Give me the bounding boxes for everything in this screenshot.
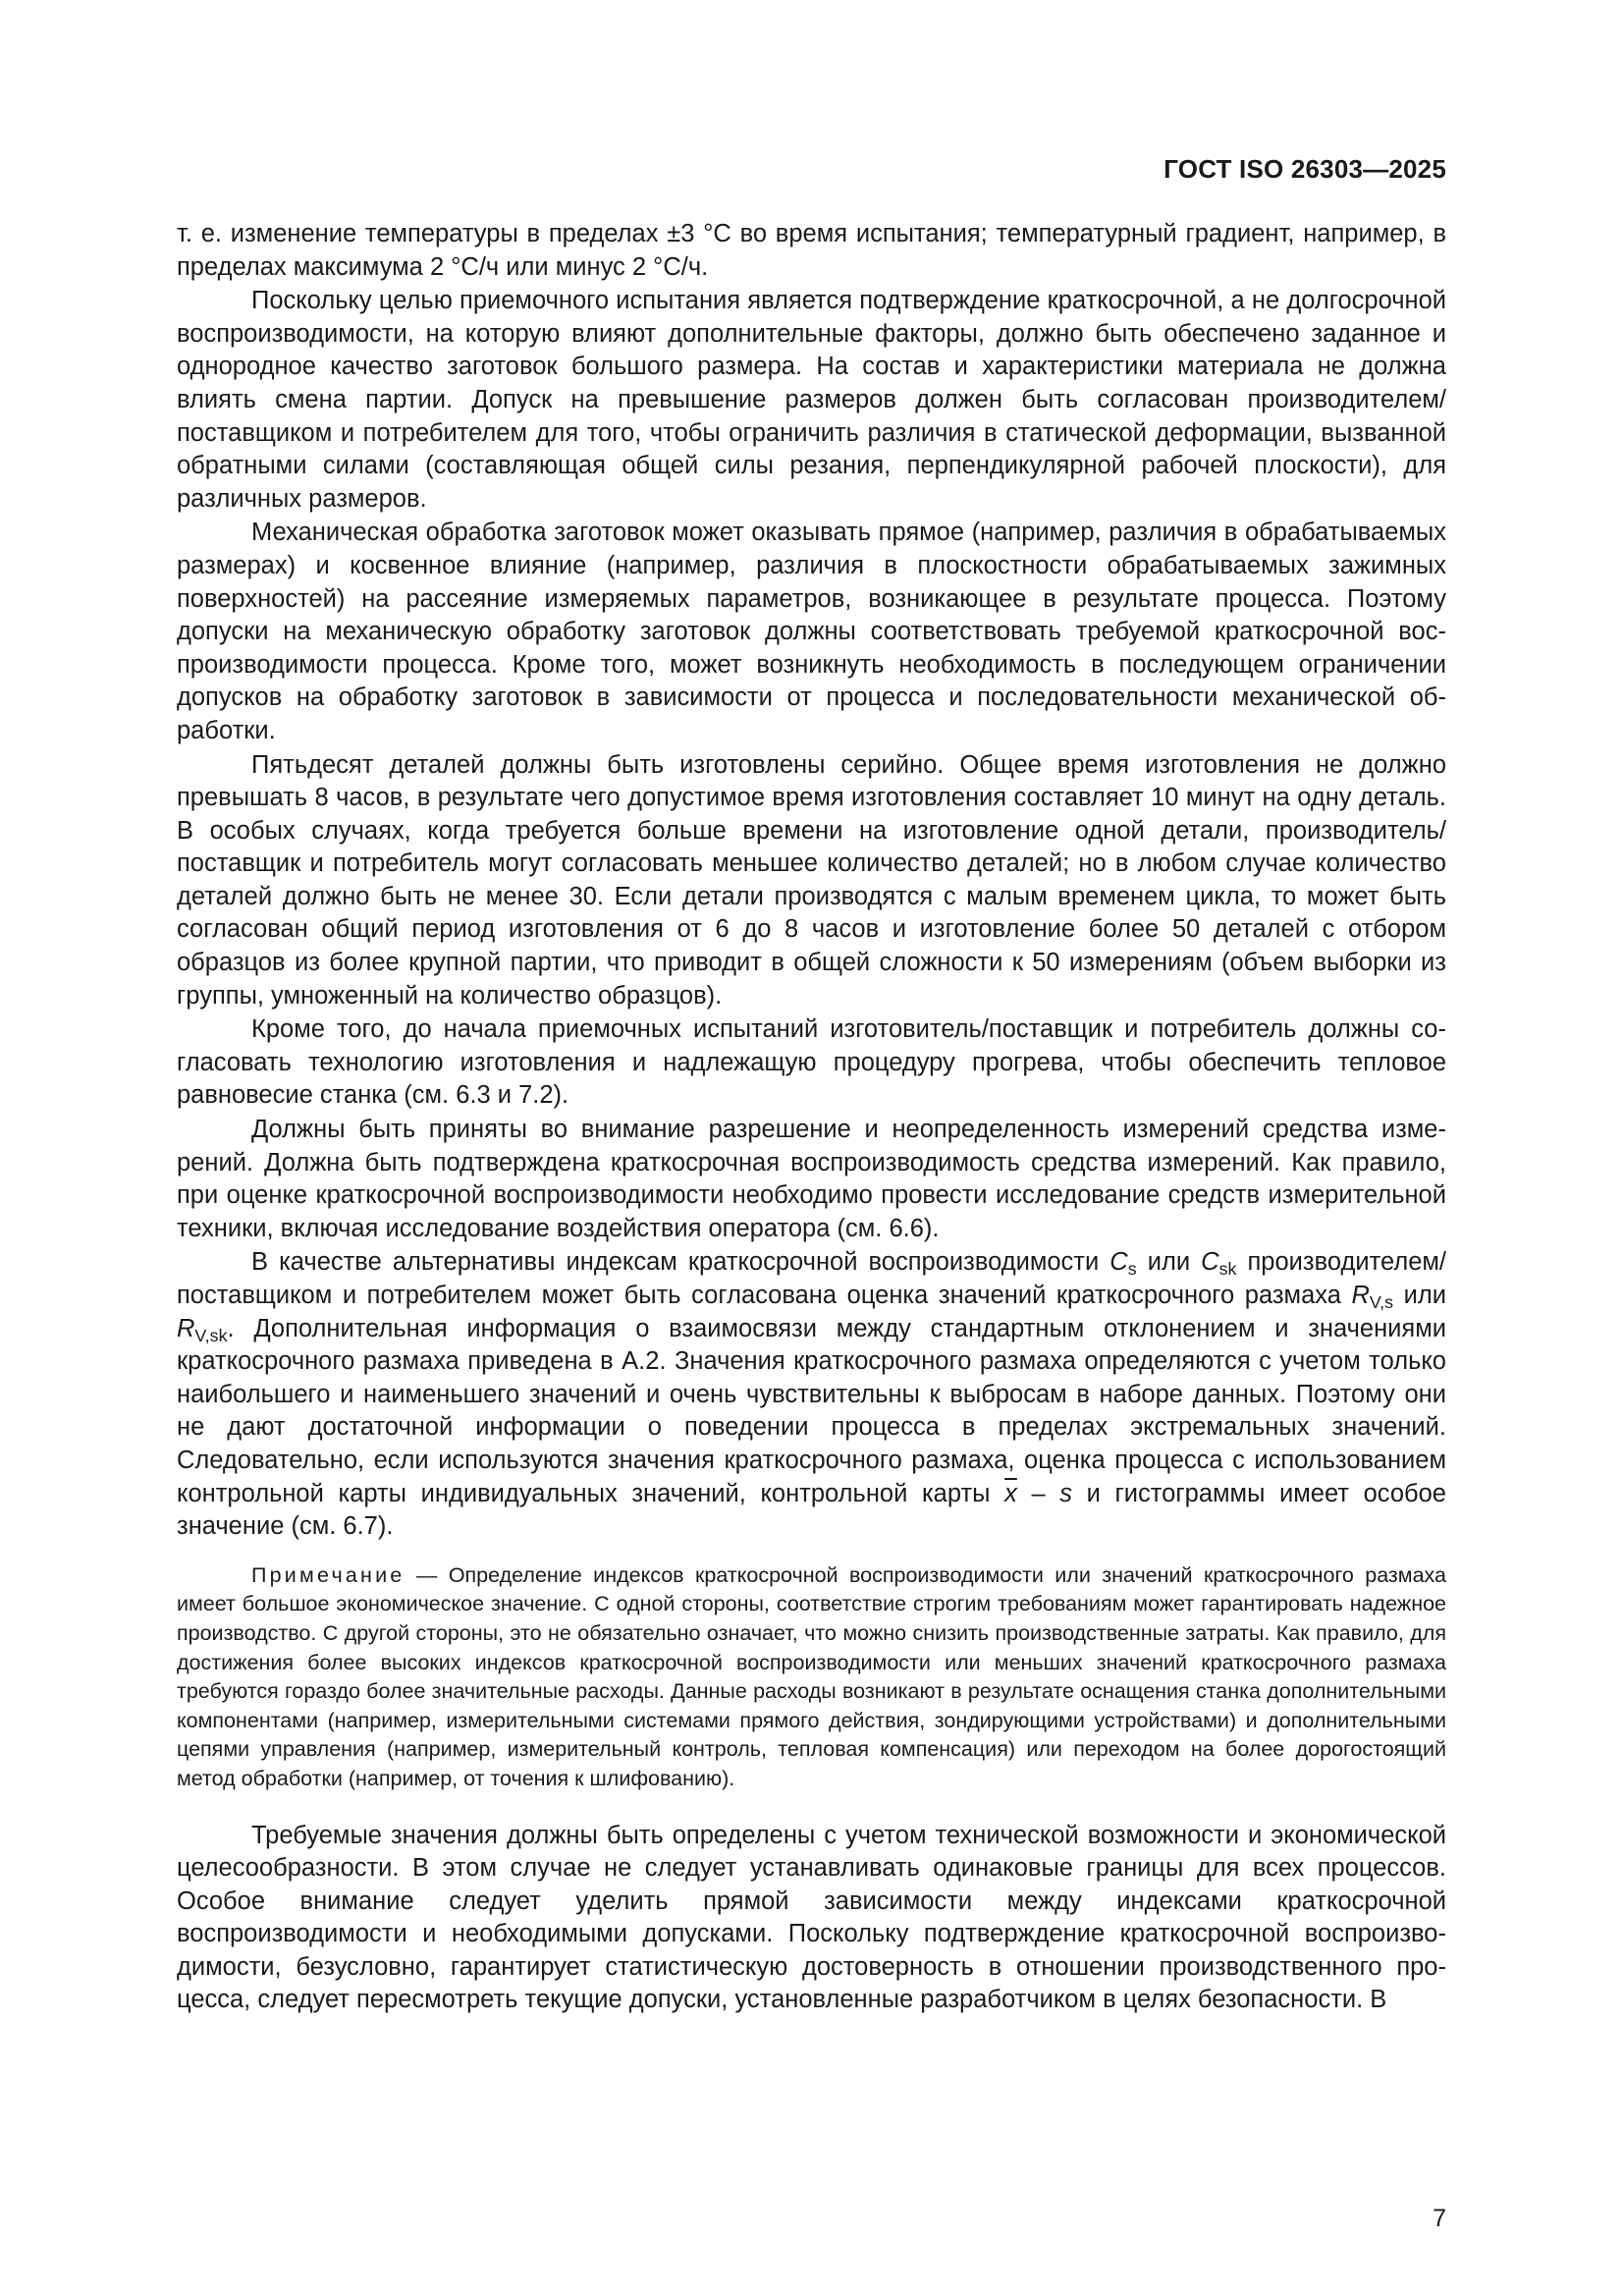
- paragraph-4: Пятьдесят деталей должны быть изготовлены серийно. Общее время изготовления не должно превышать 8 часов, в результате чего допустимое время изготовления составляет 10 минут на одну деталь. В особых случаях, когда требуется больше времени на изготовление одной детали, производитель/поставщик и потребитель могут согласовать меньшее количество деталей; но в любом случае количество деталей должно быть не менее 30. Если детали производятся с малым временем цикла, то может быть согласован общий период изготовления от 6 до 8 часов и изготовление более 50 деталей с отбором образцов из более крупной партии, что приводит в общей сложности к 50 измерениям (объем выборки из группы, умноженный на количество образцов).: [177, 750, 1446, 1010]
- subscript-s: s: [1127, 1259, 1137, 1280]
- symbol-r: R: [177, 1314, 195, 1342]
- p7-dash: –: [1016, 1479, 1060, 1507]
- note-block: [177, 1561, 1446, 1794]
- paragraph-2: Поскольку целью приемочного испытания является подтверждение краткосрочной, а не долгосрочной воспроизводимости, на которую влияют дополнительные факторы, должно быть обеспечено заданное и однородное качество заготовок большого размера. На состав и характеристики материала не должна влиять смена партии. Допуск на превышение размеров должен быть согласован производителем/поставщиком и потребителем для того, чтобы ограничить различия в статической деформации, вызванной обратными силами (составляющая общей силы резания, перпендикулярной рабочей плоскости), для различных размеров.: [177, 287, 1446, 513]
- paragraph-1: т. е. изменение температуры в пределах ±3 °С во время испытания; температурный градиент, например, в пределах максимума 2 °С/ч или минус 2 °С/ч.: [177, 220, 1446, 281]
- subscript-sk: sk: [1218, 1259, 1237, 1280]
- paragraph-7: [177, 1246, 1446, 1543]
- symbol-r: R: [1351, 1282, 1370, 1309]
- p7-text-1: В качестве альтернативы индексам краткосрочной воспроизводимости: [251, 1248, 1110, 1277]
- paragraph-5: Кроме того, до начала приемочных испытаний изготовитель/поставщик и потребитель должны согласовать технологию изготовления и надлежащую процедуру прогрева, чтобы обеспечить тепловое равновесие станка (см. 6.3 и 7.2).: [177, 1015, 1446, 1110]
- p7-or-1: или: [1136, 1248, 1202, 1277]
- note-text: — Определение индексов краткосрочной воспроизводимости или значений краткосрочного размаха имеет большое экономическое значение. С одной стороны, соответствие строгим требованиям может гарантировать надежное производство. С другой стороны, это не обязательно означает, что можно снизить производственные затраты. Как правило, для достижения более высоких индексов краткосрочной воспроизводимости или меньших значений краткосрочного размаха требуются гораздо более значительные расходы. Данные расходы возникают в результате оснащения станка дополнительными компонентами (например, измерительными системами прямого действия, зондирующими устройствами) и дополнительными цепями управления (например, измерительный контроль, тепловая компенсация) или переходом на более дорогостоящий метод обработки (например, от точения к шлифованию).: [177, 1562, 1446, 1790]
- p7-text-3: . Дополнительная информация о взаимосвязи между стандартным отклонением и значениями краткосрочного размаха приведена в А.2. Значения краткосрочного размаха определяются с учетом только наибольшего и наименьшего значений и очень чувствительны к выбросам в наборе данных. Поэтому они не дают достаточной информации о поведении процесса в пределах экстремальных значений. Следовательно, если используются значения краткосрочного размаха, оценка процесса с использованием контрольной карты индивидуальных значений, контрольной карты: [177, 1314, 1446, 1507]
- symbol-c: C: [1109, 1248, 1128, 1277]
- document-body: [177, 218, 1446, 2018]
- paragraph-8: Требуемые значения должны быть определены с учетом технической возможности и экономической целесообразности. В этом случае не следует устанавливать одинаковые границы для всех процессов. Особое внимание следует уделить прямой зависимости между индексами краткосрочной воспроизводимости и необходимыми допусками. Поскольку подтверждение краткосрочной воспроизводимости, безусловно, гарантирует статистическую достоверность в отношении производственного процесса, следует пересмотреть текущие допуски, установленные разработчиком в целях безопасности. В: [177, 1821, 1446, 2014]
- p7-text-4: и гистограммы имеет особое значение (см. 6.7).: [177, 1479, 1446, 1541]
- paragraph-3: Механическая обработка заготовок может оказывать прямое (например, различия в обрабатываемых размерах) и косвенное влияние (например, различия в плоскостности обрабатываемых зажимных поверхностей) на рассеяние измеряемых параметров, возникающее в результате процесса. Поэтому допуски на механическую обработку заготовок должны соответствовать требуемой краткосрочной воспроизводимости процесса. Кроме того, может возникнуть необходимость в последующем ограничении допусков на обработку заготовок в зависимости от процесса и последовательности механической обработки.: [177, 519, 1446, 744]
- paragraph-6: Должны быть приняты во внимание разрешение и неопределенность измерений средства измерений. Должна быть подтверждена краткосрочная воспроизводимость средства измерений. Как правило, при оценке краткосрочной воспроизводимости необходимо провести исследование средств измерительной техники, включая исследование воздействия оператора (см. 6.6).: [177, 1116, 1446, 1242]
- page-number: 7: [1433, 2205, 1446, 2232]
- p7-or-2: или: [1393, 1282, 1447, 1309]
- document-header: ГОСТ ISO 26303—2025: [1163, 154, 1446, 184]
- p7-text-2: производителем/поставщиком и потребителем может быть согласована оценка значений краткосрочного размаха: [177, 1248, 1446, 1309]
- symbol-x-bar: $\overline{x}$: [1004, 1479, 1017, 1507]
- subscript-vsk: V,sk: [194, 1325, 228, 1345]
- subscript-vs: V,s: [1369, 1291, 1394, 1312]
- symbol-s: s: [1059, 1479, 1073, 1507]
- symbol-c: C: [1201, 1248, 1219, 1277]
- note-label: Примечание: [251, 1562, 406, 1587]
